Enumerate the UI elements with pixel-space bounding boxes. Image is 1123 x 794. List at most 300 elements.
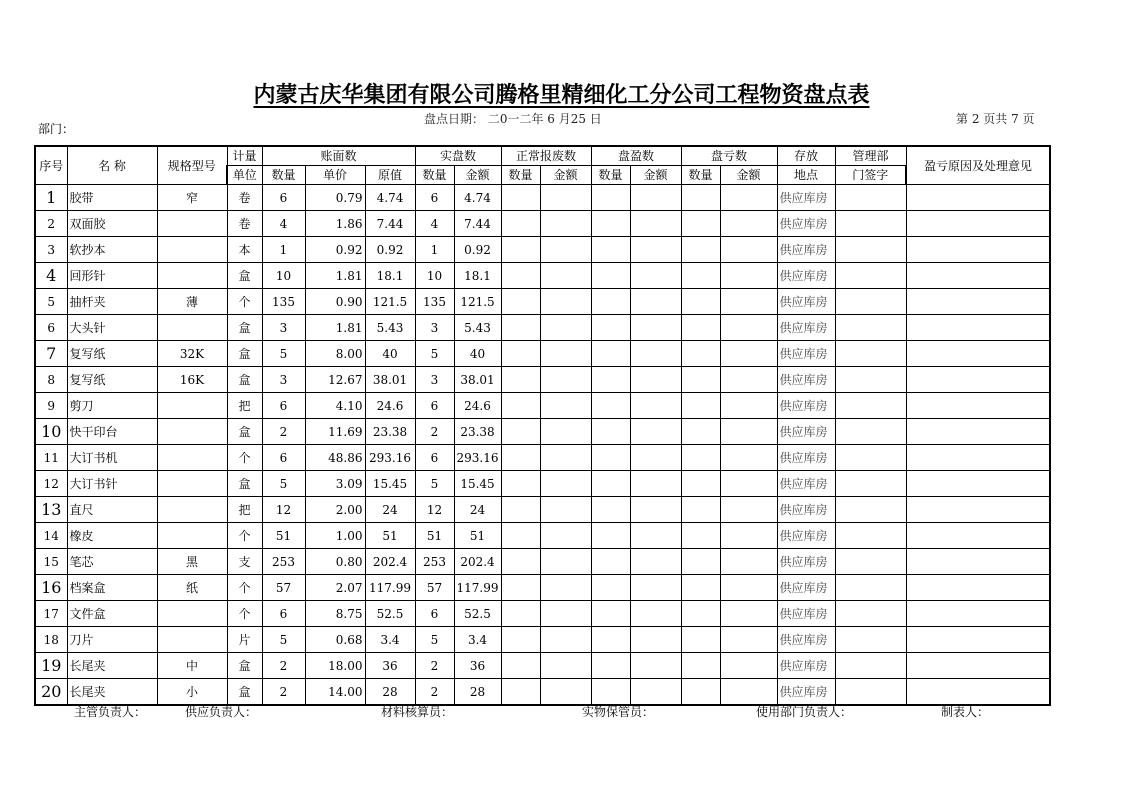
original-value-cell: 23.38: [365, 419, 415, 445]
location-cell: 供应库房: [777, 367, 835, 393]
scrap-amount-cell: [540, 575, 591, 601]
actual-amount-cell: 293.16: [454, 445, 501, 471]
actual-amount-cell: 15.45: [454, 471, 501, 497]
table-row: [35, 211, 1050, 237]
original-value-cell: 51: [365, 523, 415, 549]
unit-cell: 个: [227, 601, 262, 627]
unit-price-cell: 1.00: [305, 523, 365, 549]
scrap-qty-cell: [501, 289, 540, 315]
actual-qty-cell: 2: [415, 653, 454, 679]
surplus-amount-cell: [630, 601, 681, 627]
loss-qty-cell: [681, 523, 720, 549]
book-qty-cell: 51: [262, 523, 305, 549]
book-qty-cell: 10: [262, 263, 305, 289]
actual-amount-cell: 23.38: [454, 419, 501, 445]
actual-qty-cell: 6: [415, 445, 454, 471]
reason-cell: [906, 263, 1050, 289]
loss-qty-cell: [681, 497, 720, 523]
unit-cell: 盒: [227, 367, 262, 393]
scrap-amount-cell: [540, 289, 591, 315]
loss-amount-cell: [720, 393, 777, 419]
seq-cell: 13: [35, 497, 67, 523]
actual-amount-cell: 38.01: [454, 367, 501, 393]
name-cell: 剪刀: [67, 393, 157, 419]
table-row: [35, 315, 1050, 341]
surplus-qty-cell: [591, 419, 630, 445]
unit-cell: 盒: [227, 679, 262, 706]
supervisor-label: 主管负责人：: [74, 705, 147, 719]
unit-price-cell: 14.00: [305, 679, 365, 706]
name-cell: 刀片: [67, 627, 157, 653]
surplus-amount-cell: [630, 471, 681, 497]
table-row: [35, 263, 1050, 289]
unit-price-cell: 2.07: [305, 575, 365, 601]
scrap-qty-cell: [501, 549, 540, 575]
surplus-amount-cell: [630, 289, 681, 315]
original-value-cell: 52.5: [365, 601, 415, 627]
scrap-amount-cell: [540, 341, 591, 367]
header-unit-top: 计量: [227, 146, 262, 166]
book-qty-cell: 1: [262, 237, 305, 263]
scrap-amount-cell: [540, 367, 591, 393]
seq-cell: 11: [35, 445, 67, 471]
reason-cell: [906, 523, 1050, 549]
actual-amount-cell: 0.92: [454, 237, 501, 263]
scrap-amount-cell: [540, 211, 591, 237]
name-cell: 大头针: [67, 315, 157, 341]
scrap-amount-cell: [540, 627, 591, 653]
location-cell: 供应库房: [777, 601, 835, 627]
spec-cell: [157, 237, 227, 263]
actual-amount-cell: 24.6: [454, 393, 501, 419]
sign-cell: [835, 549, 906, 575]
spec-cell: [157, 211, 227, 237]
scrap-qty-cell: [501, 237, 540, 263]
page-number: 第 2 页共 7 页: [956, 112, 1035, 126]
surplus-amount-cell: [630, 185, 681, 211]
loss-qty-cell: [681, 289, 720, 315]
sign-cell: [835, 367, 906, 393]
surplus-amount-cell: [630, 575, 681, 601]
supply-manager-label: 供应负责人：: [185, 705, 258, 719]
actual-qty-cell: 135: [415, 289, 454, 315]
reason-cell: [906, 549, 1050, 575]
loss-amount-cell: [720, 237, 777, 263]
original-value-cell: 202.4: [365, 549, 415, 575]
sign-cell: [835, 575, 906, 601]
name-cell: 复写纸: [67, 341, 157, 367]
table-row: [35, 237, 1050, 263]
actual-amount-cell: 51: [454, 523, 501, 549]
loss-qty-cell: [681, 237, 720, 263]
loss-amount-cell: [720, 575, 777, 601]
sign-cell: [835, 679, 906, 706]
unit-cell: 把: [227, 393, 262, 419]
surplus-amount-cell: [630, 341, 681, 367]
surplus-qty-cell: [591, 393, 630, 419]
unit-price-cell: 8.75: [305, 601, 365, 627]
reason-cell: [906, 601, 1050, 627]
reason-cell: [906, 211, 1050, 237]
seq-cell: 14: [35, 523, 67, 549]
location-cell: 供应库房: [777, 497, 835, 523]
seq-cell: 1: [35, 185, 67, 211]
actual-qty-cell: 3: [415, 315, 454, 341]
seq-cell: 16: [35, 575, 67, 601]
reason-cell: [906, 627, 1050, 653]
table-row: [35, 497, 1050, 523]
spec-cell: [157, 263, 227, 289]
name-cell: 双面胶: [67, 211, 157, 237]
spec-cell: [157, 315, 227, 341]
scrap-qty-cell: [501, 211, 540, 237]
location-cell: 供应库房: [777, 341, 835, 367]
loss-amount-cell: [720, 523, 777, 549]
reason-cell: [906, 315, 1050, 341]
actual-amount-cell: 36: [454, 653, 501, 679]
table-row: [35, 341, 1050, 367]
actual-qty-cell: 253: [415, 549, 454, 575]
surplus-amount-cell: [630, 523, 681, 549]
unit-cell: 卷: [227, 185, 262, 211]
spec-cell: [157, 523, 227, 549]
sign-cell: [835, 341, 906, 367]
spec-cell: [157, 419, 227, 445]
surplus-qty-cell: [591, 289, 630, 315]
unit-price-cell: 1.81: [305, 315, 365, 341]
surplus-amount-cell: [630, 445, 681, 471]
header-scrap: 正常报废数: [501, 146, 591, 166]
header-actual-qty: 数量: [415, 166, 454, 185]
scrap-amount-cell: [540, 653, 591, 679]
actual-qty-cell: 6: [415, 185, 454, 211]
unit-price-cell: 18.00: [305, 653, 365, 679]
scrap-amount-cell: [540, 393, 591, 419]
name-cell: 笔芯: [67, 549, 157, 575]
unit-cell: 卷: [227, 211, 262, 237]
seq-cell: 8: [35, 367, 67, 393]
surplus-qty-cell: [591, 679, 630, 706]
table-row: [35, 185, 1050, 211]
book-qty-cell: 5: [262, 341, 305, 367]
spec-cell: 窄: [157, 185, 227, 211]
table-row: [35, 679, 1050, 706]
loss-qty-cell: [681, 367, 720, 393]
unit-price-cell: 0.80: [305, 549, 365, 575]
surplus-amount-cell: [630, 653, 681, 679]
surplus-amount-cell: [630, 627, 681, 653]
seq-cell: 18: [35, 627, 67, 653]
actual-amount-cell: 28: [454, 679, 501, 706]
unit-price-cell: 0.92: [305, 237, 365, 263]
unit-price-cell: 12.67: [305, 367, 365, 393]
sign-cell: [835, 653, 906, 679]
surplus-qty-cell: [591, 523, 630, 549]
actual-qty-cell: 12: [415, 497, 454, 523]
sign-cell: [835, 601, 906, 627]
loss-qty-cell: [681, 653, 720, 679]
scrap-amount-cell: [540, 523, 591, 549]
header-scrap-amount: 金额: [540, 166, 591, 185]
table-row: [35, 549, 1050, 575]
book-qty-cell: 253: [262, 549, 305, 575]
actual-amount-cell: 5.43: [454, 315, 501, 341]
loss-qty-cell: [681, 263, 720, 289]
location-cell: 供应库房: [777, 315, 835, 341]
table-row: [35, 471, 1050, 497]
actual-qty-cell: 5: [415, 341, 454, 367]
unit-price-cell: 8.00: [305, 341, 365, 367]
unit-price-cell: 0.79: [305, 185, 365, 211]
actual-qty-cell: 51: [415, 523, 454, 549]
book-qty-cell: 4: [262, 211, 305, 237]
spec-cell: [157, 445, 227, 471]
location-cell: 供应库房: [777, 237, 835, 263]
actual-amount-cell: 40: [454, 341, 501, 367]
actual-amount-cell: 121.5: [454, 289, 501, 315]
location-cell: 供应库房: [777, 575, 835, 601]
header-actual: 实盘数: [415, 146, 501, 166]
scrap-qty-cell: [501, 445, 540, 471]
original-value-cell: 0.92: [365, 237, 415, 263]
surplus-qty-cell: [591, 211, 630, 237]
loss-amount-cell: [720, 653, 777, 679]
spec-cell: 小: [157, 679, 227, 706]
original-value-cell: 18.1: [365, 263, 415, 289]
book-qty-cell: 135: [262, 289, 305, 315]
loss-qty-cell: [681, 393, 720, 419]
surplus-qty-cell: [591, 185, 630, 211]
unit-cell: 支: [227, 549, 262, 575]
unit-cell: 盒: [227, 653, 262, 679]
loss-qty-cell: [681, 627, 720, 653]
seq-cell: 5: [35, 289, 67, 315]
spec-cell: [157, 497, 227, 523]
header-loss-qty: 数量: [681, 166, 720, 185]
header-sign-top: 管理部: [835, 146, 906, 166]
unit-price-cell: 48.86: [305, 445, 365, 471]
loss-qty-cell: [681, 445, 720, 471]
loss-qty-cell: [681, 419, 720, 445]
unit-price-cell: 1.81: [305, 263, 365, 289]
scrap-qty-cell: [501, 393, 540, 419]
reason-cell: [906, 367, 1050, 393]
surplus-qty-cell: [591, 315, 630, 341]
scrap-qty-cell: [501, 419, 540, 445]
loss-amount-cell: [720, 679, 777, 706]
unit-cell: 把: [227, 497, 262, 523]
scrap-qty-cell: [501, 497, 540, 523]
sign-cell: [835, 211, 906, 237]
surplus-qty-cell: [591, 471, 630, 497]
scrap-amount-cell: [540, 237, 591, 263]
original-value-cell: 36: [365, 653, 415, 679]
book-qty-cell: 6: [262, 601, 305, 627]
location-cell: 供应库房: [777, 289, 835, 315]
seq-cell: 4: [35, 263, 67, 289]
scrap-qty-cell: [501, 367, 540, 393]
scrap-amount-cell: [540, 497, 591, 523]
reason-cell: [906, 289, 1050, 315]
seq-cell: 19: [35, 653, 67, 679]
sign-cell: [835, 237, 906, 263]
actual-qty-cell: 2: [415, 679, 454, 706]
table-row: [35, 419, 1050, 445]
name-cell: 回形针: [67, 263, 157, 289]
header-book: 账面数: [262, 146, 415, 166]
spec-cell: 纸: [157, 575, 227, 601]
loss-amount-cell: [720, 367, 777, 393]
actual-qty-cell: 10: [415, 263, 454, 289]
location-cell: 供应库房: [777, 627, 835, 653]
unit-cell: 个: [227, 523, 262, 549]
scrap-amount-cell: [540, 445, 591, 471]
book-qty-cell: 3: [262, 315, 305, 341]
scrap-qty-cell: [501, 341, 540, 367]
surplus-qty-cell: [591, 263, 630, 289]
seq-cell: 9: [35, 393, 67, 419]
location-cell: 供应库房: [777, 263, 835, 289]
surplus-qty-cell: [591, 627, 630, 653]
sign-cell: [835, 627, 906, 653]
location-cell: 供应库房: [777, 653, 835, 679]
seq-cell: 10: [35, 419, 67, 445]
seq-cell: 17: [35, 601, 67, 627]
actual-qty-cell: 4: [415, 211, 454, 237]
spec-cell: 薄: [157, 289, 227, 315]
header-book-qty: 数量: [262, 166, 305, 185]
loss-amount-cell: [720, 497, 777, 523]
surplus-amount-cell: [630, 679, 681, 706]
spec-cell: [157, 471, 227, 497]
unit-price-cell: 0.90: [305, 289, 365, 315]
actual-amount-cell: 4.74: [454, 185, 501, 211]
surplus-qty-cell: [591, 601, 630, 627]
name-cell: 文件盒: [67, 601, 157, 627]
seq-cell: 6: [35, 315, 67, 341]
table-row: [35, 575, 1050, 601]
header-sign-bottom: 门签字: [835, 166, 906, 185]
book-qty-cell: 12: [262, 497, 305, 523]
scrap-amount-cell: [540, 549, 591, 575]
location-cell: 供应库房: [777, 471, 835, 497]
scrap-qty-cell: [501, 185, 540, 211]
header-location-top: 存放: [777, 146, 835, 166]
original-value-cell: 15.45: [365, 471, 415, 497]
loss-amount-cell: [720, 263, 777, 289]
header-unit-bottom: 单位: [227, 166, 262, 185]
name-cell: 大订书机: [67, 445, 157, 471]
scrap-amount-cell: [540, 471, 591, 497]
spec-cell: 中: [157, 653, 227, 679]
actual-qty-cell: 5: [415, 627, 454, 653]
reason-cell: [906, 237, 1050, 263]
table-row: [35, 653, 1050, 679]
actual-amount-cell: 18.1: [454, 263, 501, 289]
unit-cell: 盒: [227, 471, 262, 497]
actual-amount-cell: 202.4: [454, 549, 501, 575]
seq-cell: 15: [35, 549, 67, 575]
table-row: [35, 627, 1050, 653]
surplus-amount-cell: [630, 263, 681, 289]
header-loss: 盘亏数: [681, 146, 777, 166]
surplus-amount-cell: [630, 211, 681, 237]
header-book-price: 单价: [305, 166, 365, 185]
actual-qty-cell: 3: [415, 367, 454, 393]
loss-qty-cell: [681, 185, 720, 211]
loss-amount-cell: [720, 185, 777, 211]
name-cell: 橡皮: [67, 523, 157, 549]
reason-cell: [906, 393, 1050, 419]
surplus-qty-cell: [591, 549, 630, 575]
table-row: [35, 445, 1050, 471]
name-cell: 长尾夹: [67, 653, 157, 679]
unit-cell: 盒: [227, 263, 262, 289]
sign-cell: [835, 471, 906, 497]
surplus-amount-cell: [630, 419, 681, 445]
actual-qty-cell: 2: [415, 419, 454, 445]
actual-qty-cell: 6: [415, 393, 454, 419]
name-cell: 长尾夹: [67, 679, 157, 706]
original-value-cell: 4.74: [365, 185, 415, 211]
loss-qty-cell: [681, 211, 720, 237]
page-title: 内蒙古庆华集团有限公司腾格里精细化工分公司工程物资盘点表: [253, 82, 870, 108]
location-cell: 供应库房: [777, 419, 835, 445]
maker-label: 制表人：: [941, 705, 990, 719]
department-label: 部门：: [38, 122, 75, 136]
spec-cell: [157, 627, 227, 653]
name-cell: 软抄本: [67, 237, 157, 263]
loss-qty-cell: [681, 341, 720, 367]
reason-cell: [906, 575, 1050, 601]
actual-qty-cell: 57: [415, 575, 454, 601]
keeper-label: 实物保管员：: [582, 705, 655, 719]
unit-cell: 本: [227, 237, 262, 263]
scrap-qty-cell: [501, 653, 540, 679]
sign-cell: [835, 419, 906, 445]
actual-amount-cell: 52.5: [454, 601, 501, 627]
name-cell: 抽杆夹: [67, 289, 157, 315]
location-cell: 供应库房: [777, 549, 835, 575]
loss-amount-cell: [720, 445, 777, 471]
scrap-qty-cell: [501, 601, 540, 627]
original-value-cell: 117.99: [365, 575, 415, 601]
table-row: [35, 289, 1050, 315]
header-loss-amount: 金额: [720, 166, 777, 185]
inventory-table: [34, 145, 1051, 706]
scrap-qty-cell: [501, 627, 540, 653]
book-qty-cell: 2: [262, 653, 305, 679]
spec-cell: [157, 393, 227, 419]
surplus-amount-cell: [630, 237, 681, 263]
actual-qty-cell: 6: [415, 601, 454, 627]
surplus-amount-cell: [630, 497, 681, 523]
surplus-amount-cell: [630, 367, 681, 393]
count-date: 盘点日期： 二0一二年 6 月25 日: [424, 112, 602, 126]
location-cell: 供应库房: [777, 445, 835, 471]
loss-amount-cell: [720, 627, 777, 653]
scrap-qty-cell: [501, 315, 540, 341]
unit-price-cell: 4.10: [305, 393, 365, 419]
seq-cell: 2: [35, 211, 67, 237]
header-surplus: 盘盈数: [591, 146, 681, 166]
surplus-qty-cell: [591, 367, 630, 393]
unit-price-cell: 11.69: [305, 419, 365, 445]
original-value-cell: 38.01: [365, 367, 415, 393]
original-value-cell: 40: [365, 341, 415, 367]
original-value-cell: 293.16: [365, 445, 415, 471]
surplus-amount-cell: [630, 315, 681, 341]
